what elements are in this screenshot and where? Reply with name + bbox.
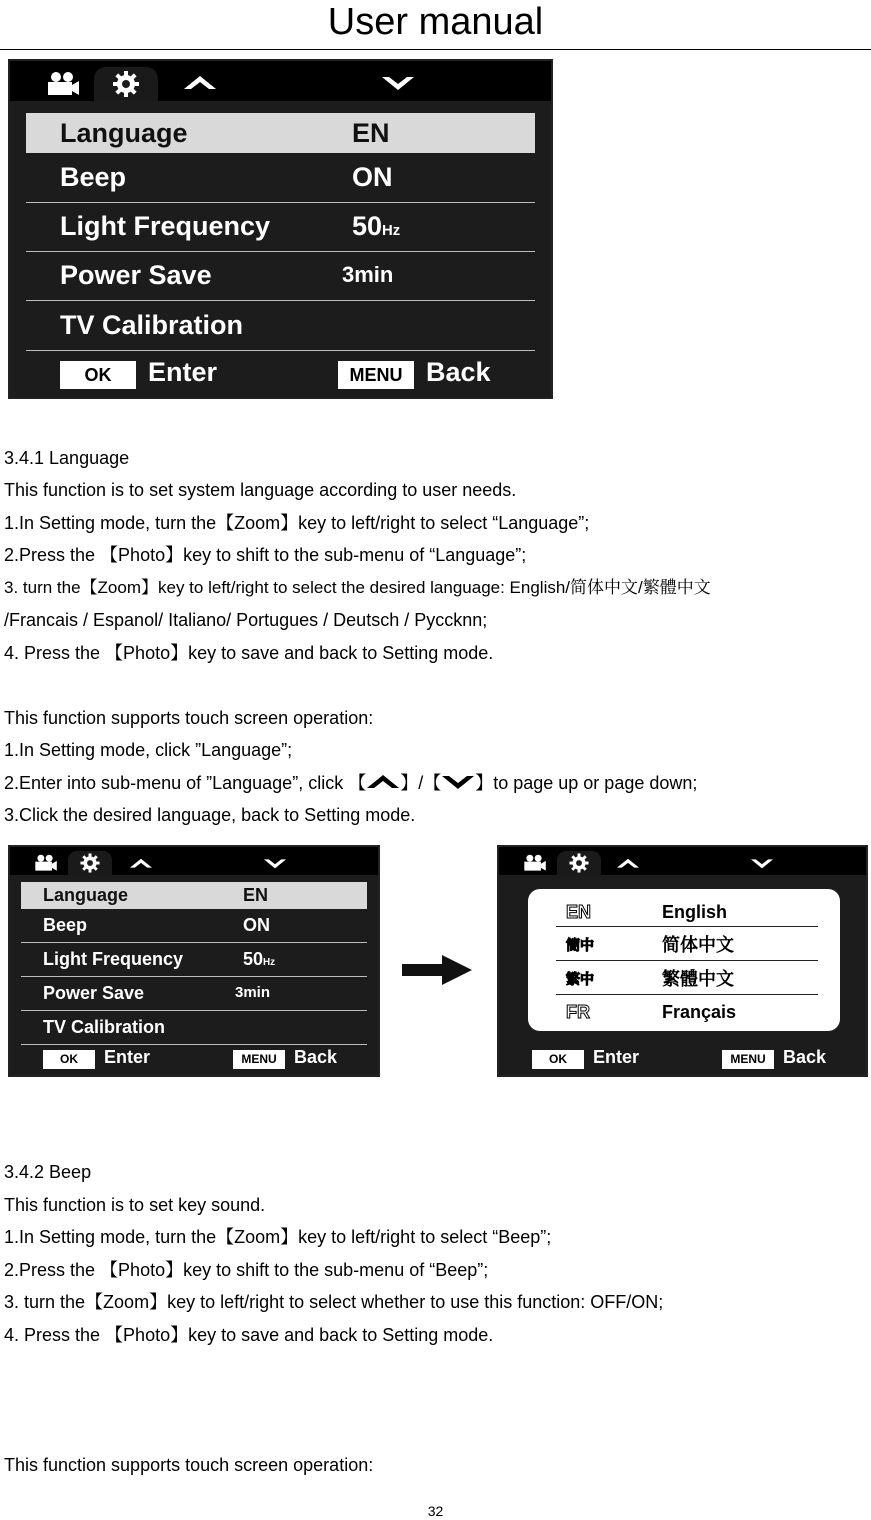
menu-row-value: 3min xyxy=(235,984,271,1001)
menu-row-light-frequency[interactable] xyxy=(26,206,535,246)
body-line: 1.In Setting mode, turn the【Zoom】key to left/right to select “Language”; xyxy=(4,513,590,533)
menu-row-power-save[interactable] xyxy=(26,255,535,295)
page-up-icon[interactable] xyxy=(613,853,643,873)
back-hint: Back xyxy=(783,1047,827,1067)
menu-row-value: 50Hz xyxy=(243,949,276,969)
body-line: /Francais / Espanol/ Italiano/ Portugues / Deutsch / Pyccknn; xyxy=(4,610,488,630)
language-item-fr[interactable] xyxy=(556,997,818,1027)
body-line: 4. Press the 【Photo】key to save and back to Setting mode. xyxy=(4,643,494,663)
back-hint: Back xyxy=(294,1047,338,1067)
body-line: 2.Press the 【Photo】key to shift to the sub-menu of “Beep”; xyxy=(4,1260,489,1280)
menu-row-label: Language xyxy=(43,885,129,905)
enter-hint: Enter xyxy=(104,1047,151,1067)
language-submenu-screen xyxy=(497,845,868,1077)
body-line: This function is to set system language according to user needs. xyxy=(4,480,517,500)
language-code: 繁中 xyxy=(566,971,594,987)
menu-row-power-save[interactable] xyxy=(21,978,367,1008)
video-mode-icon[interactable] xyxy=(26,851,64,875)
menu-separator xyxy=(26,300,535,301)
menu-row-label: Power Save xyxy=(60,260,212,290)
menu-button[interactable]: MENU xyxy=(722,1050,774,1069)
menu-separator xyxy=(21,1044,367,1045)
page-down-icon xyxy=(441,774,475,790)
language-list xyxy=(528,889,840,1031)
touch-intro: This function supports touch screen operation: xyxy=(4,708,374,728)
menu-row-value: EN xyxy=(243,885,269,905)
menu-row-value: 3min xyxy=(342,262,394,287)
menu-row-beep[interactable] xyxy=(26,157,535,197)
page-down-icon[interactable] xyxy=(260,853,290,873)
menu-row-label: Beep xyxy=(60,162,127,192)
menu-row-value: ON xyxy=(352,162,393,192)
menu-row-label: TV Calibration xyxy=(43,1017,166,1037)
menu-row-label: Language xyxy=(60,118,188,148)
language-name: Français xyxy=(662,1002,737,1022)
tab-bar xyxy=(10,61,551,101)
settings-tab-gear-icon[interactable] xyxy=(557,851,601,875)
tab-bar xyxy=(10,847,378,875)
ok-button[interactable]: OK xyxy=(532,1050,584,1069)
arrow-right-icon xyxy=(402,955,472,985)
menu-button[interactable]: MENU xyxy=(233,1050,285,1069)
section-heading: 3.4.1 Language xyxy=(4,448,130,468)
body-line: 1.In Setting mode, turn the【Zoom】key to left/right to select “Beep”; xyxy=(4,1227,552,1247)
touch-intro: This function supports touch screen operation: xyxy=(4,1455,374,1475)
menu-separator xyxy=(21,976,367,977)
language-code: 簡中 xyxy=(566,937,594,953)
language-item-en[interactable] xyxy=(556,897,818,927)
tab-bar xyxy=(499,847,866,875)
menu-separator xyxy=(26,202,535,203)
language-name: English xyxy=(662,902,728,922)
language-name: 简体中文 xyxy=(662,935,734,956)
enter-hint: Enter xyxy=(593,1047,640,1067)
video-mode-icon[interactable] xyxy=(515,851,553,875)
page-title: User manual xyxy=(327,1,544,43)
video-mode-icon[interactable] xyxy=(34,67,90,101)
menu-row-label: Beep xyxy=(43,915,88,935)
section-heading: 3.4.2 Beep xyxy=(4,1162,92,1182)
menu-row-value: 50Hz xyxy=(352,211,401,241)
enter-hint: Enter xyxy=(148,357,218,387)
body-line: 3. turn the【Zoom】key to left/right to select the desired language: English/简体中文/繁體中文 xyxy=(4,578,711,597)
page-up-icon[interactable] xyxy=(180,69,220,97)
menu-separator xyxy=(21,942,367,943)
settings-screen-small xyxy=(8,845,380,1077)
menu-row-beep[interactable] xyxy=(21,911,367,939)
body-line: This function is to set key sound. xyxy=(4,1195,266,1215)
page-up-icon xyxy=(366,774,400,790)
body-line: 2.Press the 【Photo】key to shift to the sub-menu of “Language”; xyxy=(4,545,527,565)
menu-row-light-frequency[interactable] xyxy=(21,944,367,974)
ok-button[interactable]: OK xyxy=(60,361,136,389)
page-down-icon[interactable] xyxy=(747,853,777,873)
settings-tab-gear-icon[interactable] xyxy=(68,851,112,875)
language-code: EN xyxy=(566,902,592,922)
page-down-icon[interactable] xyxy=(378,69,418,97)
touch-step: 2.Enter into sub-menu of ”Language”, click 【 】/【 】to page up or page down; xyxy=(4,773,698,793)
menu-row-tv-calibration[interactable] xyxy=(21,1012,367,1042)
language-name: 繁體中文 xyxy=(662,969,734,990)
menu-row-value: ON xyxy=(243,915,270,935)
settings-screen-large xyxy=(8,59,553,399)
language-item-zh-hant[interactable] xyxy=(556,964,818,995)
menu-row-label: Light Frequency xyxy=(43,949,184,969)
body-line: 4. Press the 【Photo】key to save and back to Setting mode. xyxy=(4,1325,494,1345)
page-up-icon[interactable] xyxy=(126,853,156,873)
language-code: FR xyxy=(566,1002,590,1022)
menu-separator xyxy=(21,1010,367,1011)
menu-separator xyxy=(26,350,535,351)
settings-tab-gear-icon[interactable] xyxy=(94,67,158,101)
menu-row-language[interactable] xyxy=(21,882,367,909)
back-hint: Back xyxy=(426,357,491,387)
touch-step: 3.Click the desired language, back to Setting mode. xyxy=(4,805,416,825)
body-line: 3. turn the【Zoom】key to left/right to select whether to use this function: OFF/ON; xyxy=(4,1292,664,1312)
menu-row-tv-calibration[interactable] xyxy=(26,305,535,345)
menu-row-label: Light Frequency xyxy=(60,211,271,241)
language-item-zh-hans[interactable] xyxy=(556,930,818,961)
menu-row-language[interactable] xyxy=(26,113,535,153)
menu-row-label: Power Save xyxy=(43,983,145,1003)
menu-row-value: EN xyxy=(352,118,390,148)
header-rule xyxy=(0,49,871,50)
menu-row-label: TV Calibration xyxy=(60,310,244,340)
page-number: 32 xyxy=(427,1503,444,1519)
ok-button[interactable]: OK xyxy=(43,1050,95,1069)
menu-button[interactable]: MENU xyxy=(338,361,414,389)
touch-step: 1.In Setting mode, click ”Language”; xyxy=(4,740,293,760)
menu-separator xyxy=(26,251,535,252)
